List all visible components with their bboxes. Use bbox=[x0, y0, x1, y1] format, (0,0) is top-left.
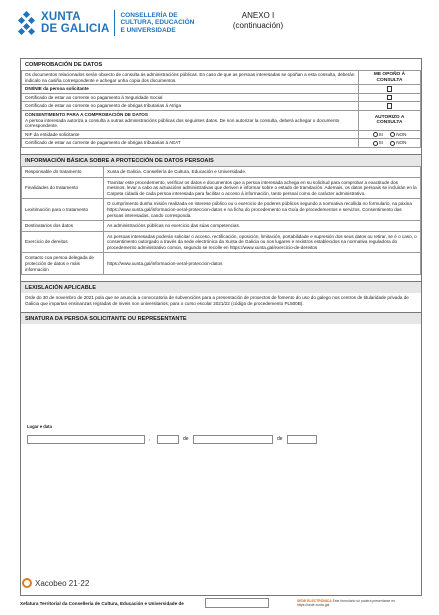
dp-label: Finalidades do tratamento bbox=[22, 177, 104, 199]
xunta-logo bbox=[18, 10, 194, 36]
verification-intro: Os documentos relacionados serán obxecto de consulta ás administracións públicas. En caso de que as persoas interesadas se opoñan a esta consulta, deberán indicalo na casiña correspondente e achegar unha copia dos documentos. bbox=[22, 71, 359, 85]
yes-label: SI bbox=[378, 131, 383, 137]
xacobeo-logo-icon bbox=[22, 578, 32, 588]
footer-note bbox=[297, 599, 422, 607]
legislation-title: LEXISLACIÓN APLICABLE bbox=[21, 281, 421, 293]
consent-title: CONSENTIMENTO PARA A COMPROBACIÓN DE DATOS bbox=[25, 111, 148, 117]
oppose-header: ME OPOÑO Á CONSULTA bbox=[359, 71, 421, 85]
no-label: NON bbox=[396, 131, 407, 137]
dp-label: Destinatarios dos datos bbox=[22, 221, 104, 232]
dp-value: Xunta de Galicia. Consellería de Cultura, Educación e Universidade. bbox=[104, 166, 421, 177]
yes-label: SI bbox=[378, 140, 383, 146]
consent-nif-no-radio[interactable] bbox=[390, 132, 395, 137]
place-date-label: Lugar e data bbox=[27, 424, 52, 430]
footer-office-field[interactable] bbox=[205, 598, 269, 608]
dp-value: As administracións públicas no exercicio das súas competencias. bbox=[104, 221, 421, 232]
verification-row-dni: DNI/NIE da persoa solicitante bbox=[22, 85, 359, 94]
page-header bbox=[18, 10, 423, 50]
consent-row-aeat: Certificado de estar ao corrente de pagamento de obrigas tributarias á AEAT bbox=[22, 139, 359, 148]
department-name: CONSELLERÍA DE CULTURA, EDUCACIÓN E UNIVERSIDADE bbox=[120, 11, 195, 34]
oppose-checkbox-ss[interactable] bbox=[387, 95, 393, 101]
verification-row-atriga: Certificado de estar ao corrente no pagamento de obrigas tributarias á Atriga bbox=[22, 102, 359, 111]
verification-row-ss: Certificado de estar ao corrente no pagamento á Seguridade Social bbox=[22, 93, 359, 102]
consent-intro bbox=[22, 110, 359, 130]
dp-label: Exercicio de dereitos bbox=[22, 231, 104, 253]
xacobeo-brand: Xacobeo 21·22 bbox=[35, 578, 90, 588]
logo-wordmark: XUNTA DE GALICIA bbox=[41, 11, 110, 35]
verification-table bbox=[21, 70, 421, 148]
consent-row-nif: NIF da entidade solicitante bbox=[22, 130, 359, 139]
consent-nif-yes-radio[interactable] bbox=[373, 132, 378, 137]
xacobeo-logo bbox=[22, 578, 89, 588]
month-field[interactable] bbox=[193, 435, 273, 444]
dp-value: O cumprimento dunha misión realizada en interese público ou o exercicio de poderes públicos segundo a normativa recollida no formulario, na páxina https://www.xunta.gal/informacion-xeral-proteccion-datos e na ficha do procedemento na Guía de procedementos e servizos. Consentimento das persoas interesadas, cando corresponda. bbox=[104, 199, 421, 221]
xunta-logo-mark-icon bbox=[18, 10, 38, 36]
sede-note: Este formulario só poderá presentarse en https://sede.xunta.gal bbox=[297, 599, 396, 607]
dp-value: https://www.xunta.gal/informacion-xeral-proteccion-datos bbox=[104, 253, 421, 275]
dp-label: Contacto coa persoa delegada de protección de datos e máis información bbox=[22, 253, 104, 275]
authorize-header: AUTORIZO A CONSULTA bbox=[359, 110, 421, 130]
consent-text: A persoa interesada autoriza a consulta a outras administracións públicas dos seguintes datos. De non autorizar la consulta, deberá achegar o documento correspondente. bbox=[25, 117, 340, 129]
verification-title: COMPROBACIÓN DE DATOS bbox=[25, 62, 103, 68]
logo-divider bbox=[114, 10, 115, 36]
no-label: NON bbox=[396, 140, 407, 146]
oppose-checkbox-dni[interactable] bbox=[387, 86, 393, 92]
dp-value: Tramitar este procedemento, verificar os datos e documentos que a persoa interesada achega en su solicitud para comprobar a exactitude dos mesmos, levar a cabo as actuacións administrativas que deriven e informar sobre o estado de tramitación. Ademais, os datos persoais se incluirán en la Carpeta cidadá de cada persoa interesada para facilitar o acceso á información, tanto persoal como de carácter administrativo. bbox=[104, 177, 421, 199]
consent-aeat-no-radio[interactable] bbox=[390, 141, 395, 146]
comma-separator: , bbox=[149, 436, 151, 443]
dp-label: Lexitimación para o tratamento bbox=[22, 199, 104, 221]
oppose-checkbox-atriga[interactable] bbox=[387, 103, 393, 109]
data-protection-title: INFORMACIÓN BÁSICA SOBRE A PROTECCIÓN DE DATOS PERSOAIS bbox=[21, 154, 421, 166]
data-protection-table bbox=[21, 166, 421, 275]
de-separator: de bbox=[183, 436, 189, 443]
dp-label: Responsable do tratamento bbox=[22, 166, 104, 177]
form-frame bbox=[20, 58, 422, 596]
legislation-text: Orde do 30 de novembro de 2021 pola que se anuncia a convocatoria de subvencións para a presentación de proxectos de fomento do uso do galego nos centros de titularidade privada de Galicia que impartan ensinanzas regradas de niveis non universitarios, para o curso escolar 2021/22 (código de procedemento PL500B). bbox=[25, 295, 409, 307]
day-field[interactable] bbox=[157, 435, 179, 444]
sede-tag: SEDE ELECTRÓNICA bbox=[297, 599, 332, 603]
footer-office-label: Xefatura Territorial da Consellería de Cultura, Educación e Universidade de bbox=[20, 601, 184, 606]
consent-aeat-yes-radio[interactable] bbox=[373, 141, 378, 146]
place-field[interactable] bbox=[27, 435, 145, 444]
year-field[interactable] bbox=[287, 435, 317, 444]
de-separator: de bbox=[277, 436, 283, 443]
signature-area bbox=[21, 324, 421, 494]
annex-title: ANEXO I (continuación) bbox=[232, 11, 284, 30]
signature-title: SINATURA DA PERSOA SOLICITANTE OU REPRESENTANTE bbox=[21, 312, 421, 324]
dp-value: As persoas interesadas poderán solicitar o acceso, rectificación, oposición, limitación, portabilidade e supresión dos seus datos ou retirar, se é o caso, o consentimento outorgado a través da sede electrónica da Xunta de Galicia ou nos lugares e rexistros establecidos na normativa reguladora do procedemento administrativo común, segundo se recolle en https://www.xunta.gal/exercicio-de-dereitos bbox=[104, 231, 421, 253]
